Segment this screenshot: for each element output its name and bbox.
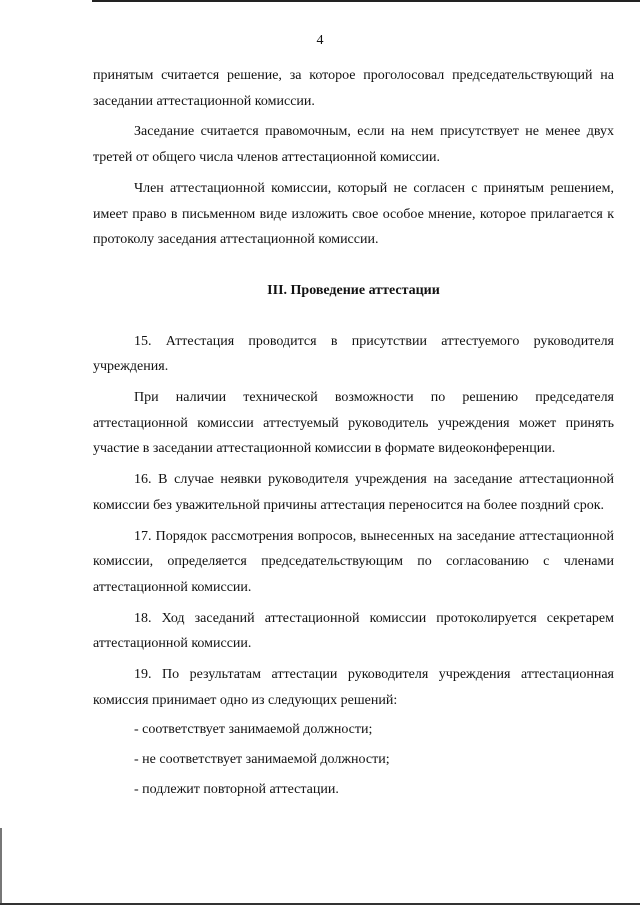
scan-edge-top — [92, 0, 640, 2]
paragraph-17: 17. Порядок рассмотрения вопросов, вынесенных на заседание аттестационной комиссии, определяется председательствующим по согласованию с членами аттестационной комиссии. — [93, 528, 614, 595]
decision-item-compliant: - соответствует занимаемой должности; — [134, 722, 373, 738]
decision-item-noncompliant: - не соответствует занимаемой должности; — [134, 752, 390, 768]
paragraph-16: 16. В случае неявки руководителя учреждения на заседание аттестационной комиссии без уважительной причины аттестация переносится на более поздний срок. — [93, 472, 614, 513]
paragraph-continuation: принятым считается решение, за которое проголосовал председательствующий на заседании аттестационной комиссии. — [93, 68, 614, 109]
section-heading: III. Проведение аттестации — [267, 282, 440, 298]
paragraph-19: 19. По результатам аттестации руководителя учреждения аттестационная комиссия принимает одно из следующих решений: — [93, 667, 614, 708]
decision-item-reattestation: - подлежит повторной аттестации. — [134, 781, 339, 797]
paragraph-15-video: При наличии технической возможности по решению председателя аттестационной комиссии аттестуемый руководитель учреждения может принять участие в заседании аттестационной комиссии в формате видеоконференции. — [93, 390, 614, 457]
paragraph-15: 15. Аттестация проводится в присутствии аттестуемого руководителя учреждения. — [93, 333, 614, 375]
paragraph-18: 18. Ход заседаний аттестационной комиссии протоколируется секретарем аттестационной комиссии. — [93, 610, 614, 652]
page-number: 4 — [316, 33, 324, 48]
paragraph-quorum: Заседание считается правомочным, если на нем присутствует не менее двух третей от общего числа членов аттестационной комиссии. — [93, 124, 614, 166]
paragraph-dissent: Член аттестационной комиссии, который не согласен с принятым решением, имеет право в письменном виде изложить свое особое мнение, которое прилагается к протоколу заседания аттестационной комиссии. — [93, 180, 614, 248]
scan-edge-left — [0, 828, 2, 905]
document-body — [93, 63, 614, 803]
